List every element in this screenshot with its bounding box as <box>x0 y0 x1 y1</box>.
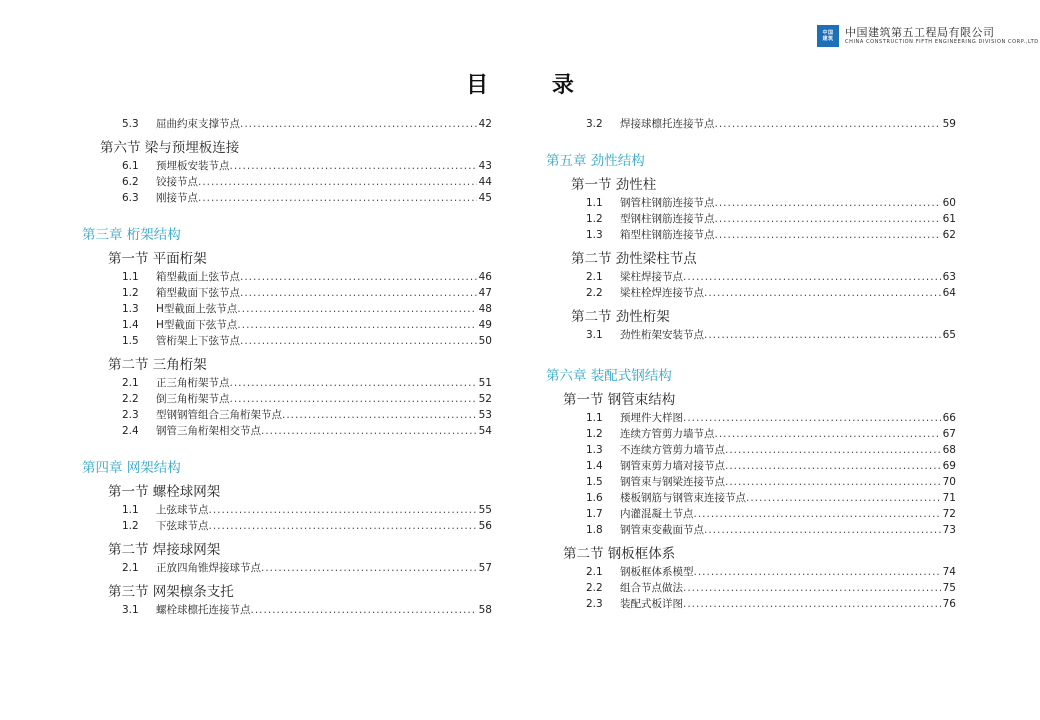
toc-entry[interactable] <box>82 190 492 206</box>
dot-leader <box>725 474 941 490</box>
entry-page: 51 <box>478 377 492 389</box>
entry-number: 1.2 <box>122 520 139 532</box>
dot-leader <box>683 410 941 426</box>
entry-number: 2.1 <box>122 377 139 389</box>
entry-label: 梁柱栓焊连接节点 <box>620 287 704 299</box>
entry-page: 44 <box>478 176 492 188</box>
entry-label: 不连续方管剪力墙节点 <box>620 444 725 456</box>
dot-leader <box>198 174 477 190</box>
entry-page: 75 <box>942 582 956 594</box>
entry-number: 1.5 <box>586 476 603 488</box>
toc-left-column <box>82 116 492 618</box>
entry-page: 52 <box>478 393 492 405</box>
entry-label: 焊接球檩托连接节点 <box>620 118 715 130</box>
entry-page: 60 <box>942 197 956 209</box>
dot-leader <box>237 317 476 333</box>
dot-leader <box>704 522 941 538</box>
entry-page: 72 <box>942 508 956 520</box>
toc-entry[interactable] <box>82 158 492 174</box>
entry-number: 1.1 <box>122 271 139 283</box>
toc-entry[interactable] <box>546 195 956 211</box>
entry-label: 铰接节点 <box>156 176 198 188</box>
entry-label: 箱型截面下弦节点 <box>156 287 240 299</box>
entry-page: 57 <box>478 562 492 574</box>
entry-label: 梁柱焊接节点 <box>620 271 683 283</box>
toc-entry[interactable] <box>546 522 956 538</box>
entry-number: 1.3 <box>586 229 603 241</box>
entry-page: 50 <box>478 335 492 347</box>
entry-label: 螺栓球檩托连接节点 <box>156 604 251 616</box>
dot-leader <box>282 407 477 423</box>
dot-leader <box>230 375 477 391</box>
entry-number: 2.3 <box>586 598 603 610</box>
dot-leader <box>230 391 477 407</box>
entry-number: 3.1 <box>586 329 603 341</box>
toc-entry[interactable] <box>546 285 956 301</box>
dot-leader <box>683 269 941 285</box>
company-logo <box>817 25 1039 47</box>
entry-page: 56 <box>478 520 492 532</box>
entry-label: H型截面上弦节点 <box>156 303 238 315</box>
dot-leader <box>683 596 941 612</box>
company-name-en: CHINA CONSTRUCTION FIFTH ENGINEERING DIVISION CORP.,LTD <box>845 39 1039 45</box>
entry-number: 2.1 <box>586 566 603 578</box>
section-title: 第二节 三角桁架 <box>108 357 207 373</box>
entry-page: 70 <box>942 476 956 488</box>
toc-entry[interactable] <box>546 327 956 343</box>
entry-label: 预埋板安装节点 <box>156 160 230 172</box>
entry-page: 67 <box>942 428 956 440</box>
dot-leader <box>683 580 941 596</box>
dot-leader <box>261 560 477 576</box>
entry-label: 钢管束与钢梁连接节点 <box>620 476 725 488</box>
chapter-title: 第四章 网架结构 <box>82 460 181 476</box>
entry-label: 箱型柱钢筋连接节点 <box>620 229 715 241</box>
dot-leader <box>715 426 941 442</box>
dot-leader <box>725 442 941 458</box>
entry-page: 46 <box>478 271 492 283</box>
entry-page: 68 <box>942 444 956 456</box>
dot-leader <box>746 490 941 506</box>
dot-leader <box>209 518 477 534</box>
entry-number: 2.1 <box>122 562 139 574</box>
entry-page: 59 <box>942 118 956 130</box>
entry-page: 48 <box>478 303 492 315</box>
entry-label: H型截面下弦节点 <box>156 319 238 331</box>
toc-entry[interactable] <box>546 490 956 506</box>
dot-leader <box>704 285 941 301</box>
entry-number: 1.3 <box>122 303 139 315</box>
toc-entry[interactable] <box>546 442 956 458</box>
entry-label: 钢板框体系模型 <box>620 566 694 578</box>
company-name-cn: 中国建筑第五工程局有限公司 <box>845 26 995 39</box>
entry-page: 42 <box>478 118 492 130</box>
toc-entry[interactable] <box>82 423 492 439</box>
entry-page: 58 <box>478 604 492 616</box>
entry-page: 49 <box>478 319 492 331</box>
entry-label: 管桁架上下弦节点 <box>156 335 240 347</box>
entry-number: 2.2 <box>586 582 603 594</box>
chapter-title: 第六章 装配式钢结构 <box>546 368 672 384</box>
toc-right-column <box>546 116 956 612</box>
section-title: 第二节 劲性桁架 <box>571 309 670 325</box>
entry-number: 1.2 <box>586 428 603 440</box>
entry-number: 6.3 <box>122 192 139 204</box>
entry-number: 1.2 <box>122 287 139 299</box>
entry-label: 钢管束变截面节点 <box>620 524 704 536</box>
entry-label: 正三角桁架节点 <box>156 377 230 389</box>
section-title: 第二节 焊接球网架 <box>108 542 221 558</box>
section-title: 第二节 劲性梁柱节点 <box>571 251 697 267</box>
entry-number: 5.3 <box>122 118 139 130</box>
entry-page: 43 <box>478 160 492 172</box>
entry-label: 箱型截面上弦节点 <box>156 271 240 283</box>
toc-entry[interactable] <box>546 474 956 490</box>
entry-label: 劲性桁架安装节点 <box>620 329 704 341</box>
entry-number: 2.1 <box>586 271 603 283</box>
dot-leader <box>715 195 941 211</box>
dot-leader <box>240 116 477 132</box>
entry-label: 组合节点做法 <box>620 582 683 594</box>
entry-page: 53 <box>478 409 492 421</box>
section-title: 第二节 钢板框体系 <box>563 546 676 562</box>
entry-page: 54 <box>478 425 492 437</box>
dot-leader <box>694 506 941 522</box>
toc-entry[interactable] <box>82 174 492 190</box>
entry-page: 62 <box>942 229 956 241</box>
entry-number: 2.2 <box>122 393 139 405</box>
toc-entry[interactable] <box>546 506 956 522</box>
logo-mark-bottom: 建筑 <box>822 36 834 42</box>
entry-label: 钢管束剪力墙对接节点 <box>620 460 725 472</box>
entry-page: 61 <box>942 213 956 225</box>
entry-number: 3.2 <box>586 118 603 130</box>
entry-page: 74 <box>942 566 956 578</box>
toc-entry[interactable] <box>546 458 956 474</box>
entry-page: 76 <box>942 598 956 610</box>
entry-page: 65 <box>942 329 956 341</box>
entry-number: 1.4 <box>122 319 139 331</box>
dot-leader <box>237 301 476 317</box>
entry-number: 2.4 <box>122 425 139 437</box>
entry-number: 1.4 <box>586 460 603 472</box>
section-title: 第一节 螺栓球网架 <box>108 484 221 500</box>
entry-label: 屈曲约束支撑节点 <box>156 118 240 130</box>
entry-number: 1.1 <box>586 412 603 424</box>
toc-entry[interactable] <box>82 317 492 333</box>
entry-page: 64 <box>942 287 956 299</box>
entry-number: 1.8 <box>586 524 603 536</box>
toc-entry[interactable] <box>82 116 492 132</box>
dot-leader <box>694 564 941 580</box>
logo-mark-icon <box>817 25 839 47</box>
entry-label: 上弦球节点 <box>156 504 209 516</box>
toc-entry[interactable] <box>82 391 492 407</box>
chapter-title: 第三章 桁架结构 <box>82 227 181 243</box>
dot-leader <box>261 423 477 439</box>
dot-leader <box>704 327 941 343</box>
dot-leader <box>715 227 941 243</box>
entry-number: 6.1 <box>122 160 139 172</box>
section-title: 第六节 梁与预埋板连接 <box>100 140 240 156</box>
entry-number: 1.6 <box>586 492 603 504</box>
section-title: 第一节 平面桁架 <box>108 251 207 267</box>
toc-entry[interactable] <box>546 269 956 285</box>
dot-leader <box>725 458 941 474</box>
entry-label: 装配式板详图 <box>620 598 683 610</box>
toc-entry[interactable] <box>82 269 492 285</box>
entry-page: 45 <box>478 192 492 204</box>
section-title: 第一节 劲性柱 <box>571 177 657 193</box>
dot-leader <box>240 333 477 349</box>
toc-entry[interactable] <box>82 560 492 576</box>
entry-number: 1.1 <box>586 197 603 209</box>
chapter-title: 第五章 劲性结构 <box>546 153 645 169</box>
entry-label: 钢管柱钢筋连接节点 <box>620 197 715 209</box>
entry-label: 钢管三角桁架相交节点 <box>156 425 261 437</box>
entry-number: 1.2 <box>586 213 603 225</box>
toc-entry[interactable] <box>546 227 956 243</box>
dot-leader <box>230 158 477 174</box>
entry-label: 预埋件大样图 <box>620 412 683 424</box>
dot-leader <box>240 285 477 301</box>
entry-page: 71 <box>942 492 956 504</box>
entry-page: 55 <box>478 504 492 516</box>
entry-label: 下弦球节点 <box>156 520 209 532</box>
toc-entry[interactable] <box>546 580 956 596</box>
toc-entry[interactable] <box>546 211 956 227</box>
entry-number: 1.5 <box>122 335 139 347</box>
entry-page: 63 <box>942 271 956 283</box>
section-title: 第一节 钢管束结构 <box>563 392 676 408</box>
entry-page: 66 <box>942 412 956 424</box>
toc-entry[interactable] <box>82 518 492 534</box>
entry-number: 2.3 <box>122 409 139 421</box>
toc-entry[interactable] <box>82 285 492 301</box>
entry-number: 1.3 <box>586 444 603 456</box>
entry-number: 6.2 <box>122 176 139 188</box>
entry-number: 3.1 <box>122 604 139 616</box>
section-title: 第三节 网架檩条支托 <box>108 584 234 600</box>
logo-mark-top: 中国 <box>822 30 834 36</box>
toc-entry[interactable] <box>82 602 492 618</box>
toc-entry[interactable] <box>546 596 956 612</box>
toc-entry[interactable] <box>546 564 956 580</box>
entry-label: 刚接节点 <box>156 192 198 204</box>
toc-entry[interactable] <box>82 502 492 518</box>
dot-leader <box>715 116 941 132</box>
dot-leader <box>240 269 477 285</box>
entry-number: 2.2 <box>586 287 603 299</box>
toc-entry[interactable] <box>546 410 956 426</box>
entry-label: 型钢柱钢筋连接节点 <box>620 213 715 225</box>
entry-page: 47 <box>478 287 492 299</box>
toc-entry[interactable] <box>546 426 956 442</box>
entry-label: 倒三角桁架节点 <box>156 393 230 405</box>
toc-entry[interactable] <box>82 375 492 391</box>
toc-entry[interactable] <box>82 407 492 423</box>
entry-label: 内灌混凝土节点 <box>620 508 694 520</box>
dot-leader <box>251 602 477 618</box>
toc-entry[interactable] <box>546 116 956 132</box>
entry-page: 69 <box>942 460 956 472</box>
dot-leader <box>715 211 941 227</box>
entry-label: 型钢钢管组合三角桁架节点 <box>156 409 282 421</box>
entry-label: 正放四角锥焊接球节点 <box>156 562 261 574</box>
entry-label: 连续方管剪力墙节点 <box>620 428 715 440</box>
toc-entry[interactable] <box>82 301 492 317</box>
dot-leader <box>209 502 477 518</box>
dot-leader <box>198 190 477 206</box>
toc-entry[interactable] <box>82 333 492 349</box>
page-title: 目 录 <box>466 73 602 98</box>
entry-page: 73 <box>942 524 956 536</box>
entry-number: 1.7 <box>586 508 603 520</box>
entry-label: 楼板钢筋与钢管束连接节点 <box>620 492 746 504</box>
entry-number: 1.1 <box>122 504 139 516</box>
